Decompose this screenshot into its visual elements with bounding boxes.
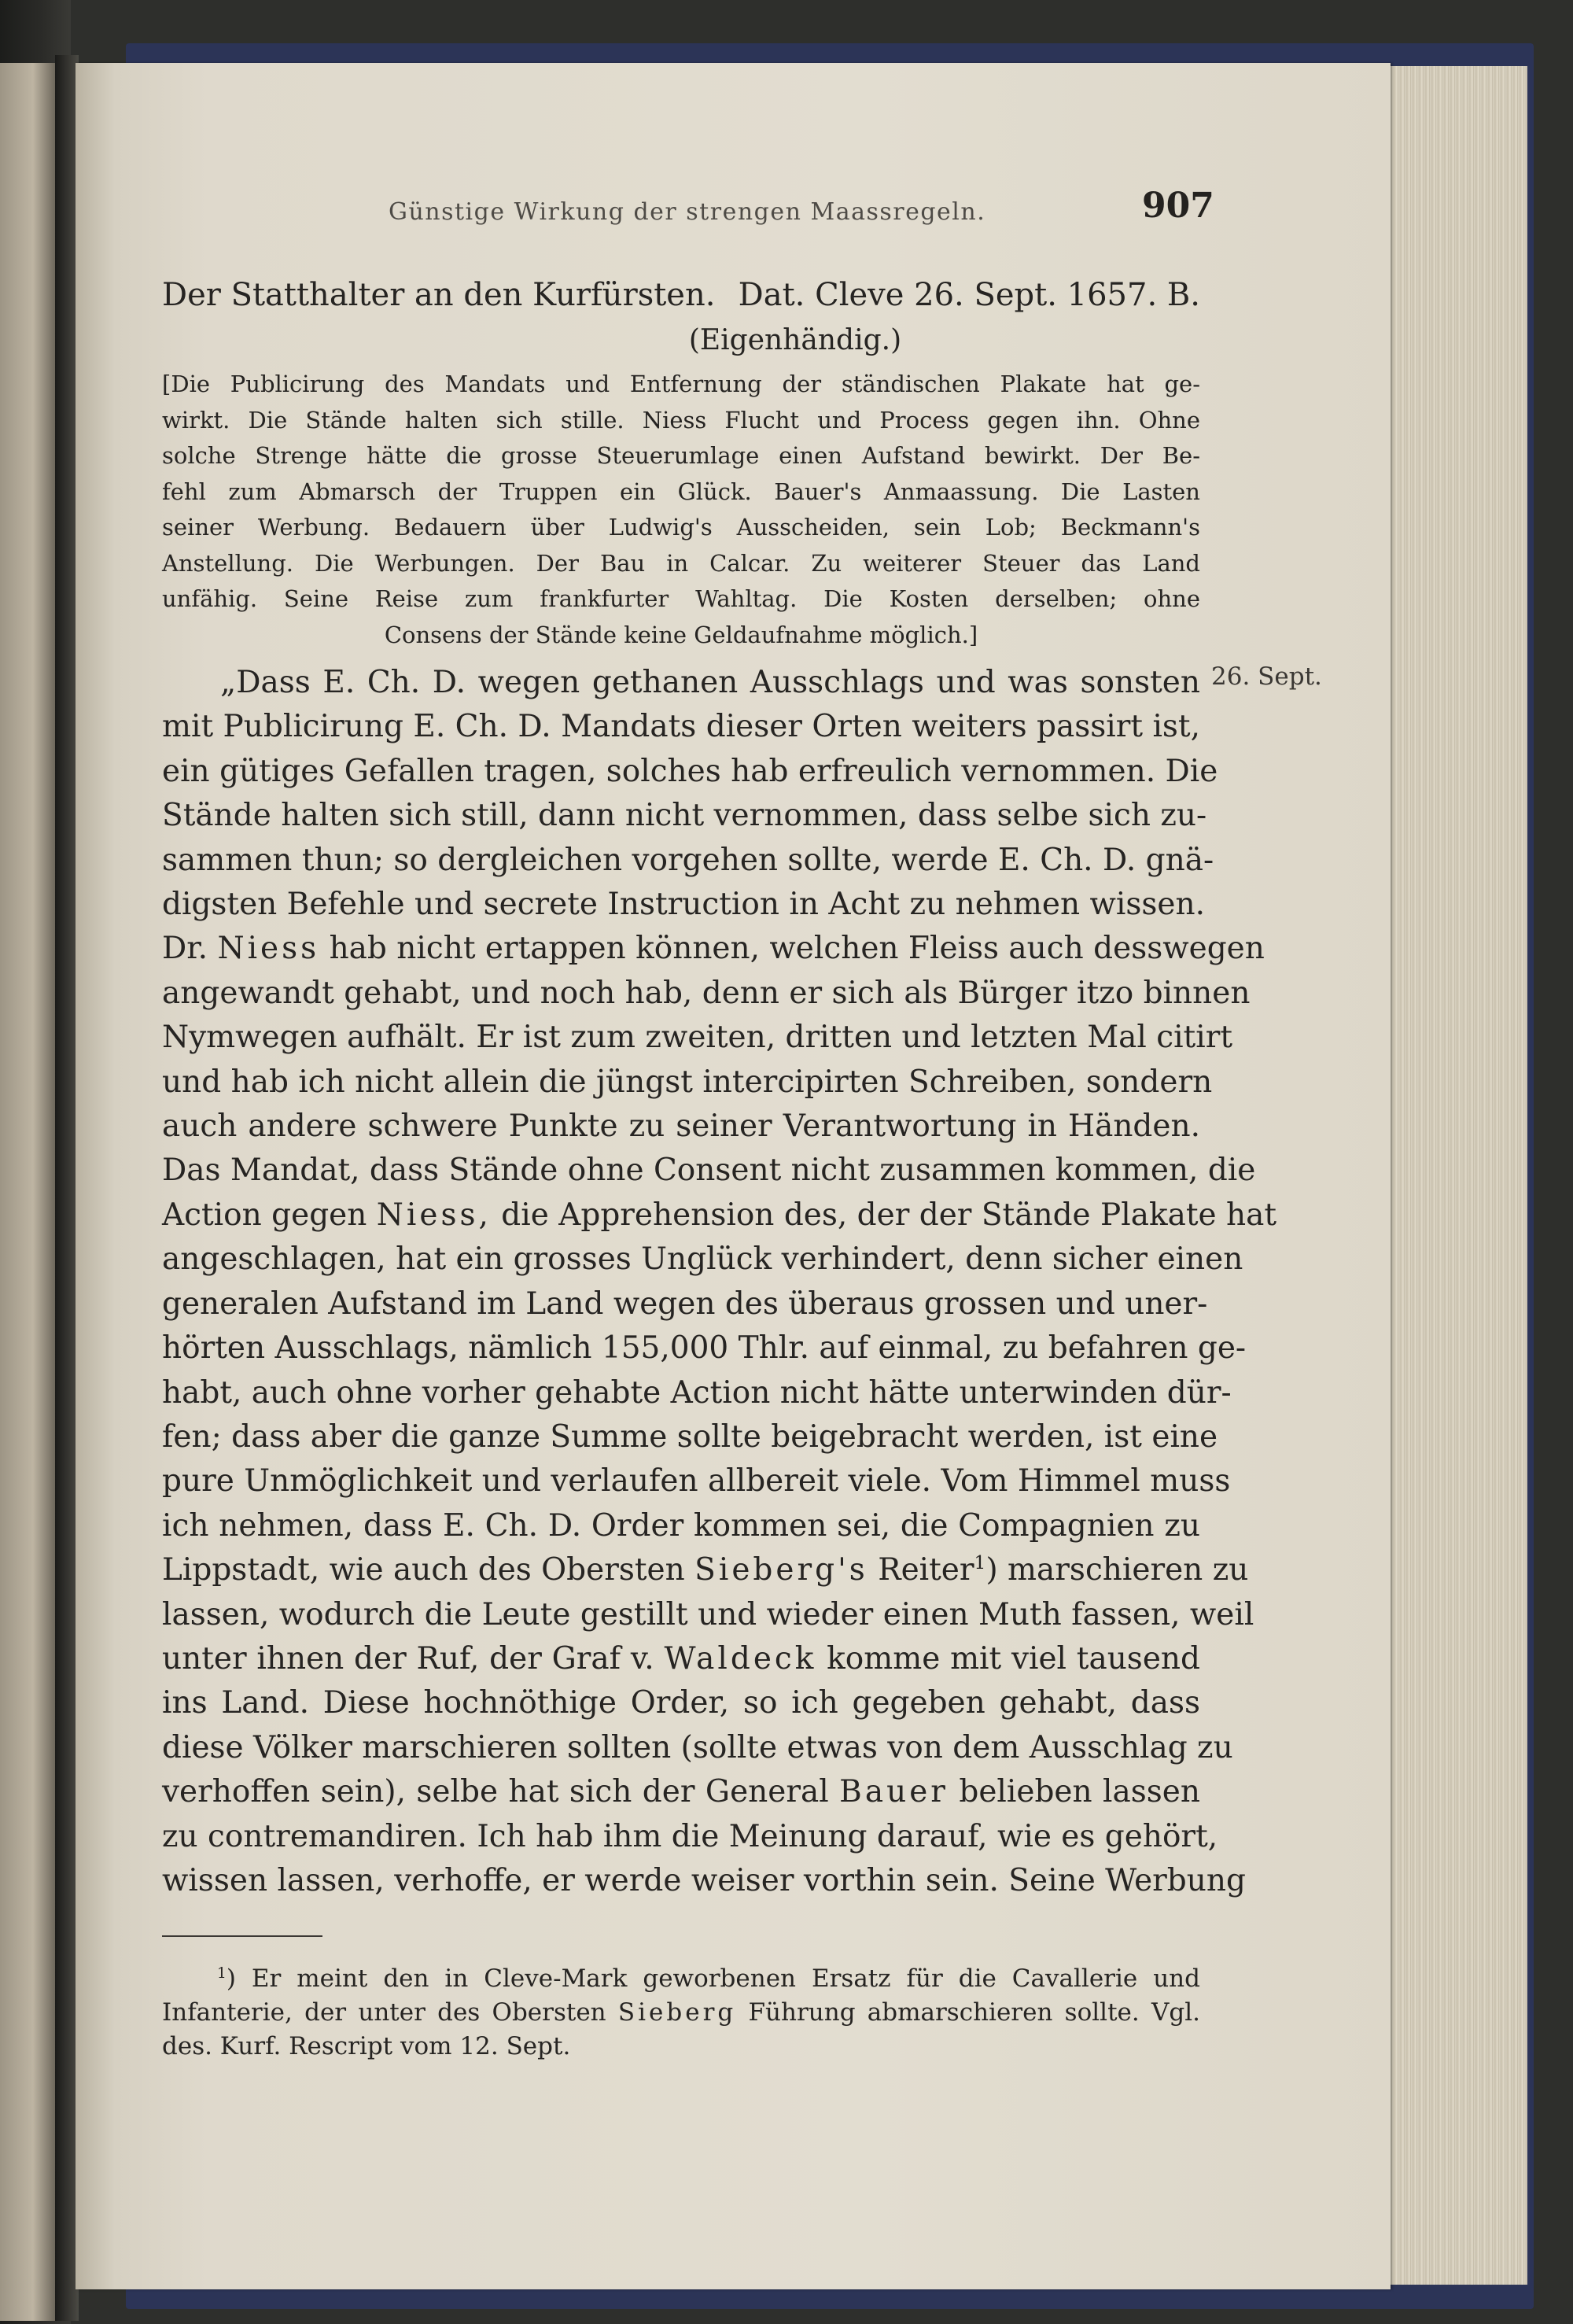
body-line: Nymwegen aufhält. Er ist zum zweiten, dritten und letzten Mal citirt [162,1020,1233,1056]
person-name-bauer: Bauer [839,1774,949,1810]
body-line: pure Unmöglichkeit und verlaufen allbereit viele. Vom Himmel muss [162,1463,1231,1500]
footnote-divider [162,1935,322,1937]
body-line: „Dass E. Ch. D. wegen gethanen Ausschlags und was sonsten [220,665,1200,700]
body-line: fen; dass aber die ganze Summe sollte beigebracht werden, ist eine [162,1418,1218,1455]
running-header: Günstige Wirkung der strengen Maassregeln. [389,198,986,226]
summary-line: Anstellung. Die Werbungen. Der Bau in Calcar. Zu weiterer Steuer das Land [162,549,1200,577]
body-line: hörten Ausschlags, nämlich 155,000 Thlr. auf einmal, zu befahren ge- [162,1330,1247,1367]
page-fore-edge [1384,66,1527,2285]
person-name-sieberg: Sieberg's [694,1552,868,1588]
body-text-fragment: Dr. [162,931,208,967]
body-line: ein gütiges Gefallen tragen, solches hab erfreulich vernommen. Die [162,753,1218,789]
footnote-line [162,1962,1200,1996]
body-line: zu contremandiren. Ich hab ihm die Meinung darauf, wie es gehört, [162,1818,1218,1854]
body-text-fragment: Reiter [878,1552,974,1588]
left-page-edge [0,63,55,2321]
footnote-block [162,1962,1200,2064]
body-line: generalen Aufstand im Land wegen des überaus grossen und uner- [162,1286,1208,1322]
body-line: auch andere schwere Punkte zu seiner Verantwortung in Händen. [162,1109,1200,1145]
body-text-fragment: belieben lassen [959,1774,1200,1810]
title-part-date: Dat. Cleve 26. Sept. 1657. B. [738,277,1200,313]
body-text-fragment: komme mit viel tausend [827,1640,1200,1677]
summary-line: wirkt. Die Stände halten sich stille. Niess Flucht und Process gegen ihn. Ohne [162,406,1200,433]
body-line: Stände halten sich still, dann nicht vernommen, dass selbe sich zu- [162,798,1207,834]
person-name-niess: Niess, [376,1197,492,1233]
margin-date-note: 26. Sept. [1211,662,1322,691]
footnote-line [162,1996,1200,2030]
footnote-line: des. Kurf. Rescript vom 12. Sept. [162,2032,571,2060]
footnote-reference: 1 [974,1551,986,1574]
body-line: und hab ich nicht allein die jüngst intercipirten Schreiben, sondern [162,1064,1213,1100]
body-line [162,1637,1200,1681]
body-line: sammen thun; so dergleichen vorgehen sollte, werde E. Ch. D. gnä- [162,842,1214,878]
summary-line: fehl zum Abmarsch der Truppen ein Glück. Bauer's Anmaassung. Die Lasten [162,478,1200,505]
body-line: angewandt gehabt, und noch hab, denn er sich als Bürger itzo binnen [162,975,1251,1011]
body-text-fragment: ) marschieren zu [985,1552,1249,1588]
body-line: lassen, wodurch die Leute gestillt und wieder einen Muth fassen, weil [162,1596,1254,1632]
body-line: mit Publicirung E. Ch. D. Mandats dieser Orten weiters passirt ist, [162,709,1200,745]
person-name-niess: Niess [217,931,320,967]
footnote-text: Infanterie, der unter des Obersten [162,1998,606,2027]
footnote-text: ) Er meint den in Cleve-Mark geworbenen Ersatz für die Cavallerie und [226,1964,1200,1993]
body-line: digsten Befehle und secrete Instruction in Acht zu nehmen wissen. [162,887,1205,923]
body-text-fragment: verhoffen sein), selbe hat sich der General [162,1774,829,1810]
body-line: habt, auch ohne vorher gehabte Action nicht hätte unterwinden dür- [162,1374,1232,1411]
page-number: 907 [1142,186,1214,226]
document-title [162,277,1200,313]
title-part-sender: Der Statthalter an den Kurfürsten. [162,277,716,313]
body-line: angeschlagen, hat ein grosses Unglück verhindert, denn sicher einen [162,1241,1243,1278]
body-line: ins Land. Diese hochnöthige Order, so ich gegeben gehabt, dass [162,1685,1200,1721]
body-text-fragment: Action gegen [162,1197,367,1233]
summary-block [162,367,1200,653]
body-line: wissen lassen, verhoffe, er werde weiser vorthin sein. Seine Werbung [162,1862,1246,1898]
summary-line: solche Strenge hätte die grosse Steuerumlage einen Aufstand bewirkt. Der Be- [162,442,1200,469]
footnote-marker: 1 [217,1964,227,1982]
document-subtitle: (Eigenhändig.) [688,324,902,356]
summary-line: unfähig. Seine Reise zum frankfurter Wahltag. Die Kosten derselben; ohne [162,585,1200,612]
body-text-fragment: unter ihnen der Ruf, der Graf v. [162,1640,654,1677]
body-line [162,927,1265,971]
footnote-text: Führung abmarschieren sollte. Vgl. [748,1998,1200,2027]
summary-line: Consens der Stände keine Geldaufnahme möglich.] [384,621,978,648]
body-text-fragment: die Apprehension des, der der Stände Plakate hat [501,1197,1277,1233]
body-text-fragment: hab nicht ertappen können, welchen Fleiss auch desswegen [329,931,1265,967]
body-text-fragment: Lippstadt, wie auch des Obersten [162,1552,685,1588]
body-line: diese Völker marschieren sollten (sollte etwas von dem Ausschlag zu [162,1729,1233,1765]
body-line: ich nehmen, dass E. Ch. D. Order kommen sei, die Compagnien zu [162,1507,1200,1544]
summary-line: [Die Publicirung des Mandats und Entfernung der ständischen Plakate hat ge- [162,371,1200,397]
body-line [162,1770,1200,1814]
body-line [162,1193,1277,1238]
body-line: Das Mandat, dass Stände ohne Consent nicht zusammen kommen, die [162,1153,1256,1189]
summary-line: seiner Werbung. Bedauern über Ludwig's Ausscheiden, sein Lob; Beckmann's [162,514,1200,540]
person-name-waldeck: Waldeck [664,1640,817,1677]
person-name-sieberg: Sieberg [617,1998,737,2027]
body-line [162,1548,1249,1592]
